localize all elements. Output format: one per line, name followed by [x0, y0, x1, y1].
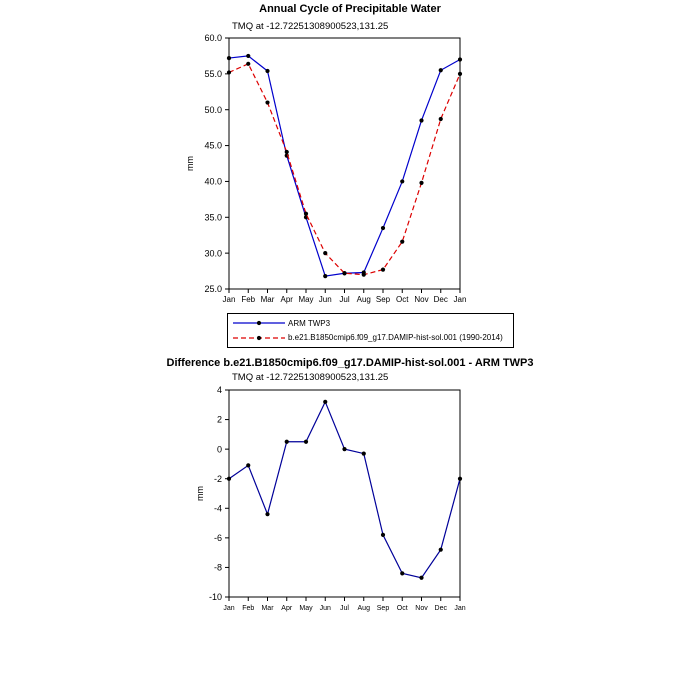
y-axis-label: mm	[195, 486, 205, 501]
x-tick-label: Nov	[415, 605, 428, 612]
data-point-marker	[265, 69, 269, 73]
legend-line-sample-arm-twp3	[232, 318, 286, 328]
legend-row-arm-twp3	[232, 316, 509, 330]
y-tick-label: -8	[213, 562, 222, 573]
x-tick-label: May	[299, 605, 313, 612]
data-point-marker	[246, 463, 250, 467]
y-tick-label: -6	[213, 533, 222, 544]
data-point-marker	[323, 251, 327, 255]
x-tick-label: Jun	[319, 605, 331, 612]
x-tick-label: Aug	[357, 605, 370, 612]
y-tick-label: 60.0	[204, 33, 222, 44]
data-point-marker	[419, 118, 423, 122]
data-point-marker	[419, 576, 423, 580]
series-0	[227, 400, 462, 580]
x-tick-label: Oct	[396, 295, 409, 304]
data-point-marker	[342, 271, 346, 275]
data-point-marker	[381, 268, 385, 272]
legend-box	[227, 313, 514, 348]
data-point-marker	[362, 451, 366, 455]
data-point-marker	[265, 100, 269, 104]
legend-line-sample-model	[232, 333, 286, 343]
data-point-marker	[285, 440, 289, 444]
y-tick-label: 35.0	[204, 212, 222, 223]
data-point-marker	[458, 477, 462, 481]
x-tick-label: Jun	[318, 295, 332, 304]
y-tick-label: -10	[208, 592, 222, 603]
y-tick-label: 45.0	[204, 140, 222, 151]
data-point-marker	[400, 240, 404, 244]
data-point-marker	[304, 212, 308, 216]
x-tick-label: May	[298, 295, 314, 304]
x-tick-label: Jan	[222, 295, 236, 304]
data-point-marker	[400, 179, 404, 183]
x-tick-label: Apr	[280, 295, 293, 304]
y-tick-label: 55.0	[204, 69, 222, 80]
data-point-marker	[227, 477, 231, 481]
x-tick-label: Jul	[339, 295, 350, 304]
legend-label-arm-twp3: ARM TWP3	[288, 318, 331, 328]
x-tick-label: Nov	[414, 295, 429, 304]
series-0	[227, 54, 462, 278]
data-point-marker	[439, 117, 443, 121]
data-point-marker	[362, 273, 366, 277]
y-tick-label: 2	[216, 414, 222, 425]
data-point-marker	[439, 548, 443, 552]
data-point-marker	[458, 57, 462, 61]
data-point-marker	[381, 533, 385, 537]
plot-frame	[229, 390, 460, 597]
y-tick-label: 40.0	[204, 176, 222, 187]
x-tick-label: Sep	[375, 295, 391, 304]
y-tick-label: 50.0	[204, 104, 222, 115]
data-point-marker	[400, 571, 404, 575]
x-tick-label: Dec	[434, 605, 447, 612]
y-tick-label: -4	[213, 503, 222, 514]
bottom-chart-subtitle: TMQ at -12.72251308900523,131.25	[232, 372, 389, 383]
series-line	[229, 402, 460, 578]
data-point-marker	[439, 68, 443, 72]
data-point-marker	[246, 54, 250, 58]
x-tick-label: Apr	[281, 605, 293, 612]
chart-plot-1	[195, 385, 466, 612]
bottom-chart-title: Difference b.e21.B1850cmip6.f09_g17.DAMIP-hist-sol.001 - ARM TWP3	[166, 357, 534, 369]
x-tick-label: Sep	[376, 605, 390, 612]
series-1	[227, 62, 462, 277]
y-tick-label: 0	[216, 444, 222, 455]
y-tick-label: 30.0	[204, 248, 222, 259]
x-tick-label: Mar	[261, 605, 274, 612]
plot-frame	[229, 38, 460, 289]
x-tick-label: Dec	[433, 295, 448, 304]
y-tick-label: 4	[216, 385, 222, 396]
data-point-marker	[323, 400, 327, 404]
top-chart-title: Annual Cycle of Precipitable Water	[259, 3, 441, 15]
x-tick-label: Mar	[260, 295, 275, 304]
y-tick-label: 25.0	[204, 284, 222, 295]
x-tick-label: Feb	[241, 295, 256, 304]
series-line	[229, 64, 460, 275]
data-point-marker	[419, 181, 423, 185]
chart-plot-0	[185, 33, 466, 304]
x-tick-label: Jan	[223, 605, 235, 612]
x-tick-label: Jul	[340, 605, 349, 612]
data-point-marker	[227, 56, 231, 60]
data-point-marker	[246, 62, 250, 66]
data-point-marker	[265, 512, 269, 516]
series-line	[229, 56, 460, 276]
y-axis-label: mm	[185, 156, 195, 171]
data-point-marker	[323, 274, 327, 278]
data-point-marker	[227, 70, 231, 74]
x-tick-label: Feb	[242, 605, 255, 612]
data-point-marker	[381, 226, 385, 230]
x-tick-label: Oct	[396, 605, 408, 612]
data-point-marker	[458, 72, 462, 76]
x-tick-label: Aug	[356, 295, 371, 304]
x-tick-label: Jan	[453, 295, 467, 304]
data-point-marker	[304, 440, 308, 444]
y-tick-label: -2	[213, 473, 222, 484]
legend-row-model	[232, 331, 509, 345]
data-point-marker	[285, 150, 289, 154]
legend-label-model: b.e21.B1850cmip6.f09_g17.DAMIP-hist-sol.001 (1990-2014)	[288, 333, 503, 343]
x-tick-label: Jan	[454, 605, 466, 612]
data-point-marker	[342, 447, 346, 451]
top-chart-subtitle: TMQ at -12.72251308900523,131.25	[232, 21, 389, 32]
